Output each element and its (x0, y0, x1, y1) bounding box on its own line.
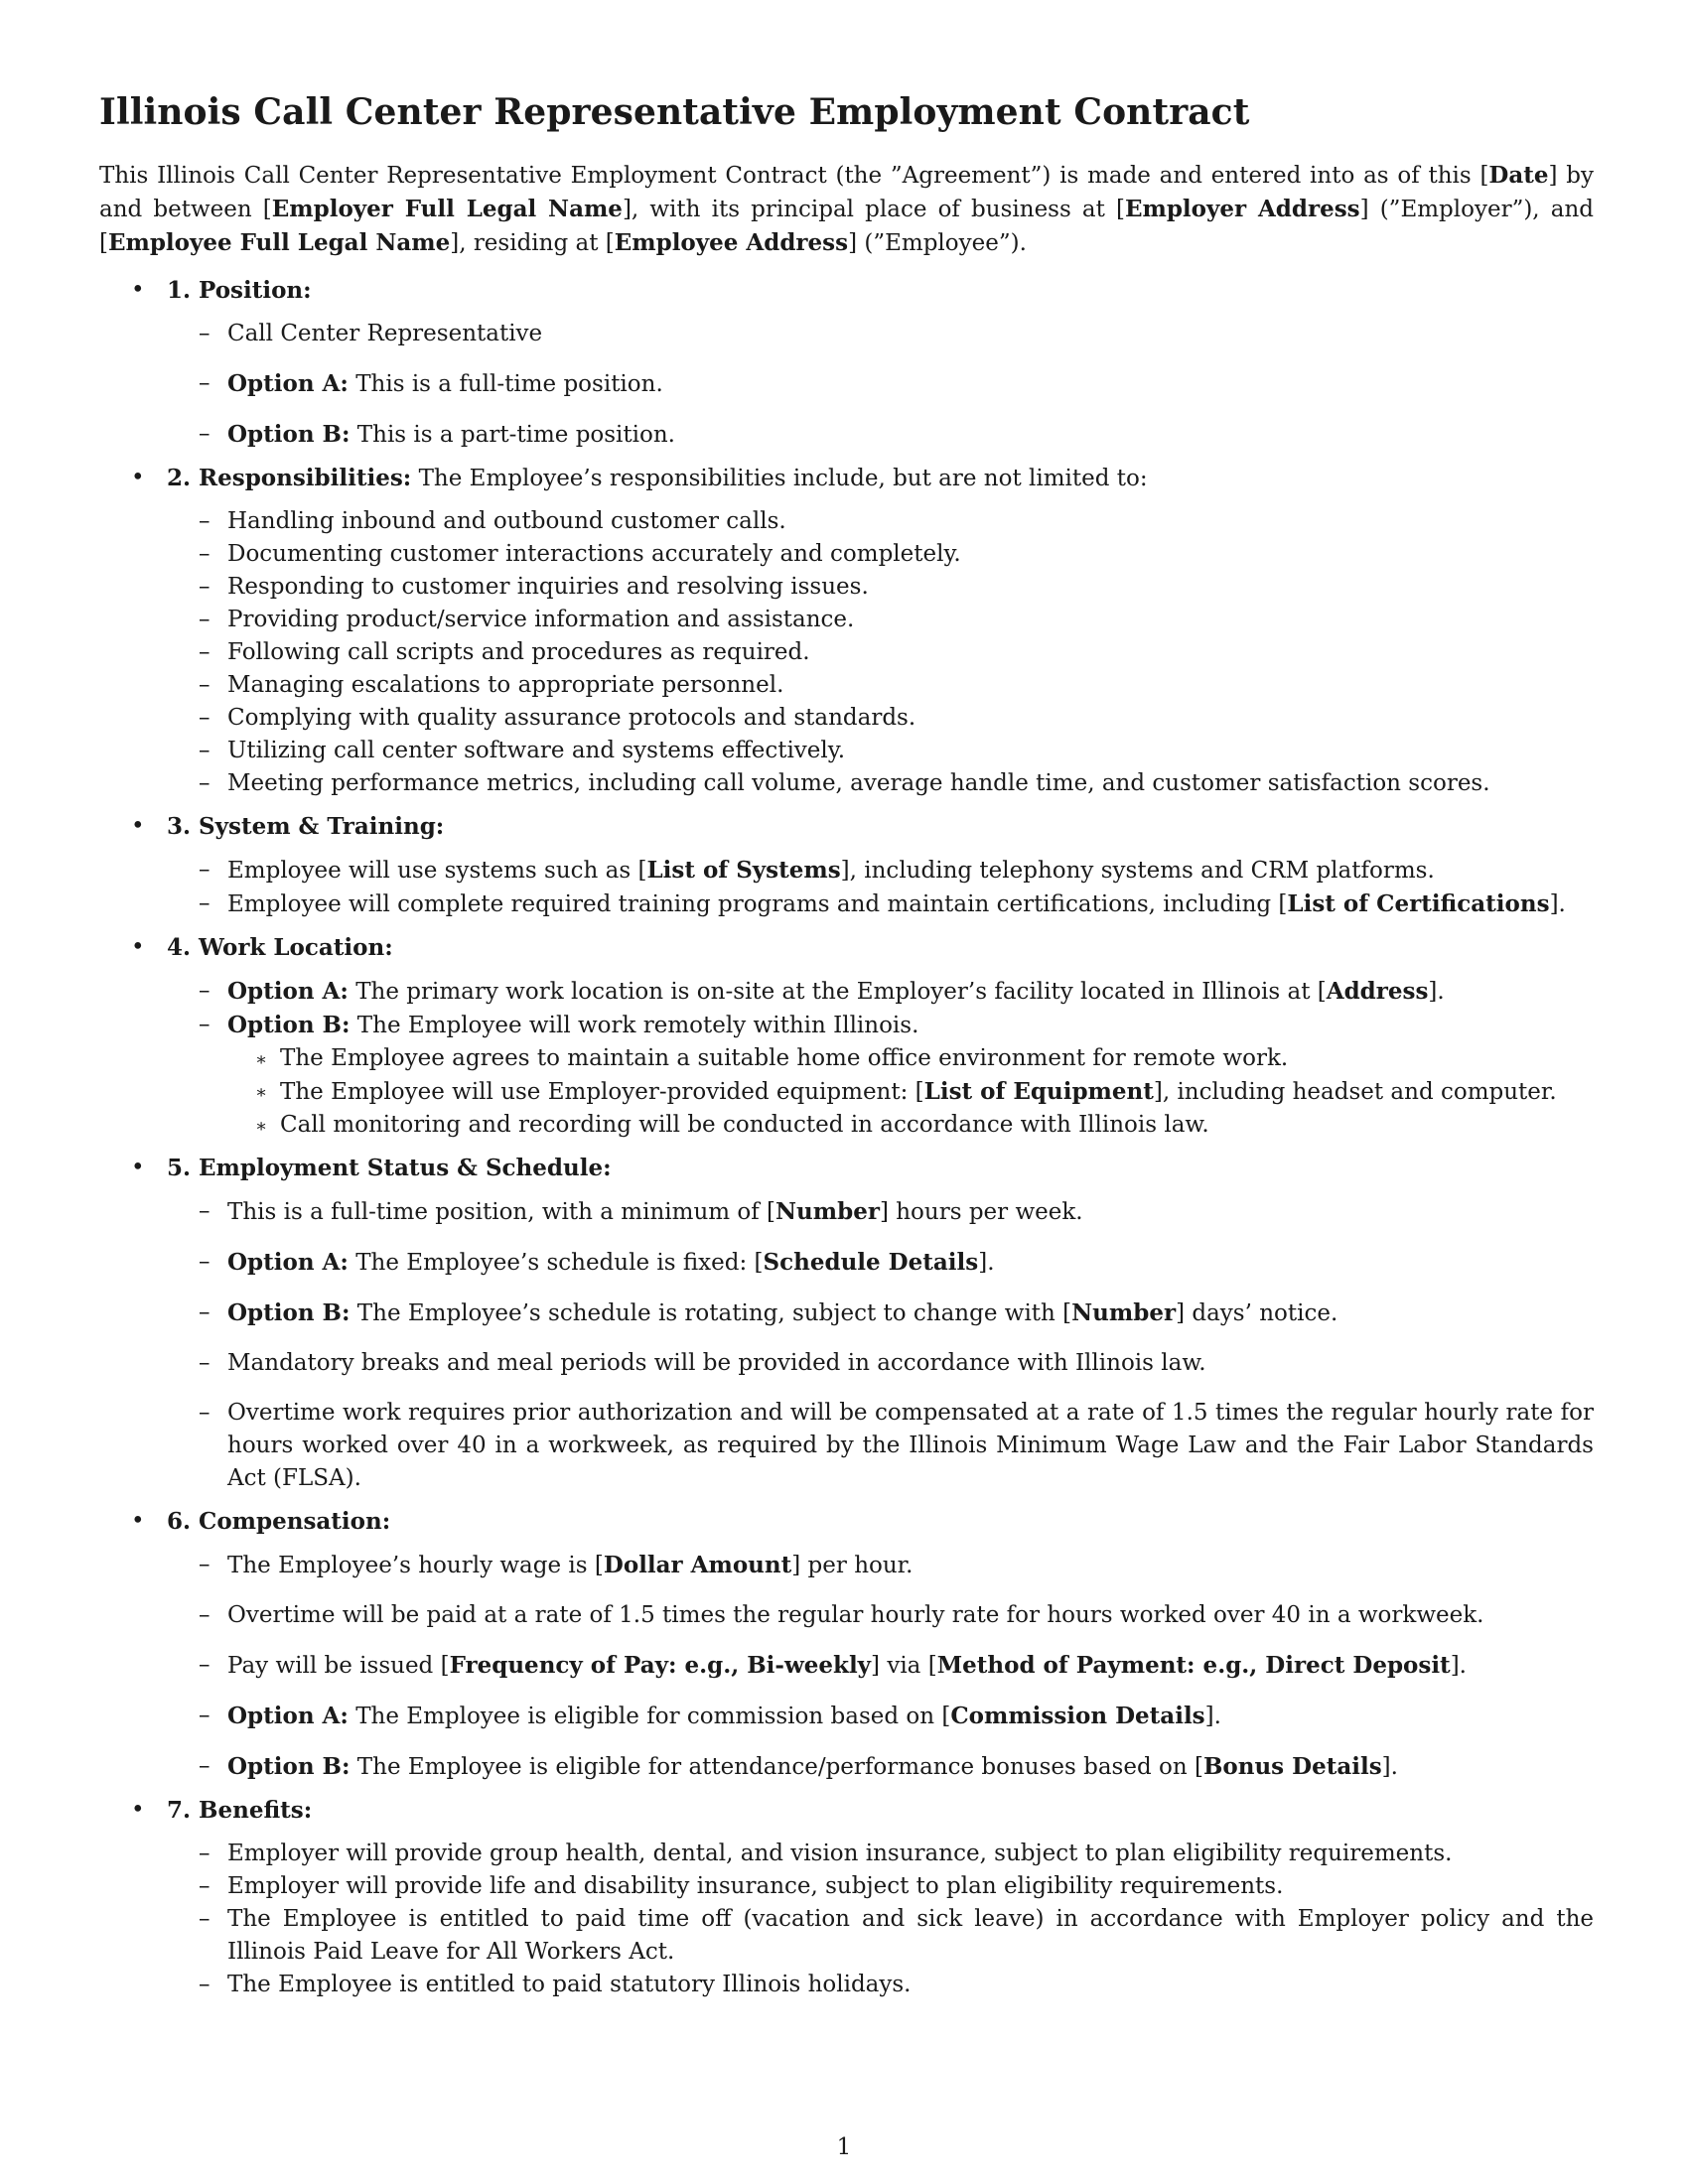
option-label: Option A: (227, 978, 349, 1005)
item-text: Managing escalations to appropriate personnel. (227, 672, 784, 698)
document-page (99, 87, 1594, 2001)
item-text: The Employee is entitled to paid statutory Illinois holidays. (227, 1972, 912, 1997)
section-items (167, 505, 1594, 800)
asterisk-bullet-icon: ∗ (255, 1082, 268, 1103)
document-title: Illinois Call Center Representative Employment Contract (99, 91, 1250, 133)
item-text: The Employee is entitled to paid time off (vacation and sick leave) in accordance with Employer policy and the Illinois Paid Leave for All Workers Act. (227, 1906, 1594, 1965)
list-item (167, 1347, 1594, 1380)
item-text: ], including telephony systems and CRM platforms. (840, 858, 1435, 884)
option-label: Option A: (227, 1249, 349, 1276)
item-text: The Employee is eligible for attendance/performance bonuses based on [ (350, 1754, 1203, 1780)
number-placeholder: Number (1071, 1299, 1177, 1326)
section-heading (131, 274, 1594, 308)
item-text: The Employee will use Employer-provided equipment: [ (280, 1079, 924, 1105)
dash-icon: – (199, 370, 211, 396)
list-item (167, 318, 1594, 350)
section-title: 1. Position: (167, 277, 312, 304)
dash-icon: – (199, 890, 211, 916)
item-text: ]. (1450, 1653, 1467, 1679)
employee-name-placeholder: Employee Full Legal Name (107, 229, 451, 256)
option-label: Option B: (227, 1753, 351, 1780)
item-text: ]. (978, 1250, 995, 1276)
item-text: Employer will provide life and disability insurance, subject to plan eligibility requirements. (227, 1873, 1284, 1899)
schedule-placeholder: Schedule Details (763, 1249, 979, 1276)
list-item (167, 1838, 1594, 1870)
section-heading (131, 1152, 1594, 1185)
equipment-placeholder: List of Equipment (923, 1078, 1154, 1105)
item-text: Call monitoring and recording will be conducted in accordance with Illinois law. (280, 1112, 1209, 1138)
item-text: Providing product/service information and assistance. (227, 607, 855, 632)
sub-item (167, 1075, 1594, 1109)
option-label: Option B: (227, 1012, 351, 1038)
section-items (167, 1195, 1594, 1495)
dash-icon: – (199, 857, 211, 883)
dash-icon: – (199, 1198, 211, 1224)
dash-icon: – (199, 1873, 211, 1899)
intro-text: This Illinois Call Center Representative Employment Contract (the ”Agreement”) is made and entered into as of this [ (99, 163, 1489, 189)
section-system-training (99, 810, 1594, 921)
dash-icon: – (199, 672, 211, 698)
list-item (167, 1246, 1594, 1280)
address-placeholder: Address (1326, 978, 1429, 1005)
section-items (167, 1549, 1594, 1784)
item-text: The Employee will work remotely within Illinois. (350, 1013, 919, 1038)
list-item (167, 1297, 1594, 1330)
list-item (167, 1870, 1594, 1903)
payment-method-placeholder: Method of Payment: e.g., Direct Deposit (936, 1652, 1451, 1679)
item-text: Handling inbound and outbound customer calls. (227, 508, 786, 534)
section-position (99, 274, 1594, 452)
dash-icon: – (199, 607, 211, 632)
bonus-placeholder: Bonus Details (1202, 1753, 1382, 1780)
bullet-icon: • (131, 1797, 145, 1823)
item-text: ] days’ notice. (1176, 1300, 1338, 1326)
list-item (167, 1195, 1594, 1229)
item-text: Overtime work requires prior authorization and will be compensated at a rate of 1.5 times the regular hourly rate for hours worked over 40 in a workweek, as required by the Illinois Minimum Wage Law and the Fair Labor Standards Act (FLSA). (227, 1400, 1594, 1491)
section-items (167, 1838, 1594, 2001)
employer-address-placeholder: Employer Address (1124, 196, 1360, 222)
dash-icon: – (199, 1602, 211, 1628)
item-text: The Employee’s schedule is fixed: [ (348, 1250, 764, 1276)
item-text: ]. (1428, 979, 1445, 1005)
list-item (167, 1649, 1594, 1683)
intro-text: ], residing at [ (450, 230, 615, 256)
item-text: Pay will be issued [ (227, 1653, 450, 1679)
section-items (167, 975, 1594, 1142)
option-label: Option A: (227, 1703, 349, 1729)
number-placeholder: Number (775, 1198, 880, 1225)
commission-placeholder: Commission Details (950, 1703, 1205, 1729)
certifications-placeholder: List of Certifications (1287, 890, 1550, 917)
item-text: ]. (1204, 1704, 1221, 1729)
section-title: 6. Compensation: (167, 1508, 391, 1535)
section-title: 4. Work Location: (167, 934, 393, 961)
asterisk-bullet-icon: ∗ (255, 1116, 268, 1137)
dash-icon: – (199, 705, 211, 731)
dash-icon: – (199, 1012, 211, 1037)
section-responsibilities (99, 462, 1594, 800)
pay-frequency-placeholder: Frequency of Pay: e.g., Bi-weekly (449, 1652, 872, 1679)
item-text: Utilizing call center software and systems effectively. (227, 738, 846, 763)
section-title: 5. Employment Status & Schedule: (167, 1155, 612, 1181)
item-text: Employee will use systems such as [ (227, 858, 647, 884)
section-compensation (99, 1505, 1594, 1784)
dash-icon: – (199, 1906, 211, 1932)
intro-text: ] by and between [ (99, 163, 1594, 222)
intro-text: ] (”Employer”), and [ (99, 197, 1594, 256)
dollar-amount-placeholder: Dollar Amount (603, 1552, 792, 1578)
item-text: ]. (1549, 891, 1566, 917)
dash-icon: – (199, 978, 211, 1004)
item-text: The Employee is eligible for commission based on [ (348, 1704, 951, 1729)
section-heading (131, 810, 1594, 844)
asterisk-bullet-icon: ∗ (255, 1049, 268, 1070)
bullet-icon: • (131, 465, 145, 490)
item-text: Employer will provide group health, dental, and vision insurance, subject to plan eligibility requirements. (227, 1841, 1453, 1866)
list-item (167, 604, 1594, 636)
item-text: Responding to customer inquiries and resolving issues. (227, 574, 869, 600)
section-title: 7. Benefits: (167, 1797, 313, 1824)
item-text: This is a part-time position. (350, 422, 675, 448)
employee-address-placeholder: Employee Address (614, 229, 849, 256)
intro-text: ], with its principal place of business at [ (622, 197, 1125, 222)
list-item (167, 1750, 1594, 1784)
item-text: Following call scripts and procedures as required. (227, 639, 810, 665)
section-title: 2. Responsibilities: (167, 465, 412, 491)
date-placeholder: Date (1488, 162, 1549, 189)
list-item (167, 669, 1594, 702)
item-text: ] per hour. (791, 1553, 914, 1578)
list-item (167, 1397, 1594, 1495)
item-text: This is a full-time position. (348, 371, 663, 397)
bullet-icon: • (131, 1508, 145, 1534)
section-heading (131, 1505, 1594, 1539)
bullet-icon: • (131, 934, 145, 960)
dash-icon: – (199, 738, 211, 763)
list-item (167, 887, 1594, 921)
section-employment-status (99, 1152, 1594, 1495)
item-text: Employee will complete required training programs and maintain certifications, including [ (227, 891, 1288, 917)
list-item (167, 367, 1594, 401)
bullet-icon: • (131, 277, 145, 303)
item-text: Call Center Representative (227, 321, 543, 346)
dash-icon: – (199, 541, 211, 567)
list-item (167, 767, 1594, 800)
item-text: Meeting performance metrics, including call volume, average handle time, and customer satisfaction scores. (227, 770, 1490, 796)
section-heading (131, 462, 1594, 495)
list-item (167, 1599, 1594, 1632)
list-item (167, 1700, 1594, 1733)
section-work-location (99, 931, 1594, 1142)
item-text: The primary work location is on-site at the Employer’s facility located in Illinois at [ (348, 979, 1327, 1005)
item-text: Documenting customer interactions accurately and completely. (227, 541, 961, 567)
list-item (167, 1009, 1594, 1042)
item-text: The Employee’s hourly wage is [ (227, 1553, 604, 1578)
intro-text: ] (”Employee”). (848, 230, 1027, 256)
item-text: This is a full-time position, with a minimum of [ (227, 1199, 776, 1225)
bullet-icon: • (131, 813, 145, 839)
employer-name-placeholder: Employer Full Legal Name (271, 196, 623, 222)
list-item (167, 854, 1594, 887)
dash-icon: – (199, 508, 211, 534)
list-item (167, 505, 1594, 538)
dash-icon: – (199, 421, 211, 447)
sub-item (167, 1042, 1594, 1075)
item-text: ] hours per week. (879, 1199, 1083, 1225)
item-text: ], including headset and computer. (1153, 1079, 1557, 1105)
section-benefits (99, 1794, 1594, 2001)
bullet-icon: • (131, 1155, 145, 1180)
item-text: ] via [ (871, 1653, 937, 1679)
list-item (167, 636, 1594, 669)
section-intro: The Employee’s responsibilities include, but are not limited to: (411, 466, 1148, 491)
list-item (167, 571, 1594, 604)
section-title: 3. System & Training: (167, 813, 445, 840)
list-item (167, 418, 1594, 452)
systems-placeholder: List of Systems (646, 857, 841, 884)
option-label: Option B: (227, 421, 351, 448)
option-label: Option A: (227, 370, 349, 397)
section-items (167, 318, 1594, 452)
option-label: Option B: (227, 1299, 351, 1326)
intro-paragraph (99, 159, 1594, 260)
section-heading (131, 931, 1594, 965)
item-text: The Employee’s schedule is rotating, subject to change with [ (350, 1300, 1072, 1326)
dash-icon: – (199, 1552, 211, 1577)
item-text: ]. (1381, 1754, 1398, 1780)
dash-icon: – (199, 1841, 211, 1866)
dash-icon: – (199, 1972, 211, 1997)
list-item (167, 735, 1594, 767)
item-text: Mandatory breaks and meal periods will be provided in accordance with Illinois law. (227, 1350, 1206, 1376)
section-items (167, 854, 1594, 921)
dash-icon: – (199, 1350, 211, 1376)
dash-icon: – (199, 321, 211, 346)
list-item (167, 1549, 1594, 1582)
list-item (167, 538, 1594, 571)
dash-icon: – (199, 1753, 211, 1779)
list-item (167, 1903, 1594, 1969)
dash-icon: – (199, 1400, 211, 1426)
dash-icon: – (199, 639, 211, 665)
item-text: The Employee agrees to maintain a suitable home office environment for remote work. (280, 1045, 1289, 1071)
section-heading (131, 1794, 1594, 1828)
list-item (167, 1969, 1594, 2001)
dash-icon: – (199, 1299, 211, 1325)
dash-icon: – (199, 1703, 211, 1728)
list-item (167, 702, 1594, 735)
page-number: 1 (836, 2134, 852, 2160)
dash-icon: – (199, 1652, 211, 1678)
item-text: Complying with quality assurance protocols and standards. (227, 705, 916, 731)
dash-icon: – (199, 574, 211, 600)
item-text: Overtime will be paid at a rate of 1.5 times the regular hourly rate for hours worked over 40 in a workweek. (227, 1602, 1484, 1628)
dash-icon: – (199, 770, 211, 796)
list-item (167, 975, 1594, 1009)
dash-icon: – (199, 1249, 211, 1275)
sub-item (167, 1109, 1594, 1142)
